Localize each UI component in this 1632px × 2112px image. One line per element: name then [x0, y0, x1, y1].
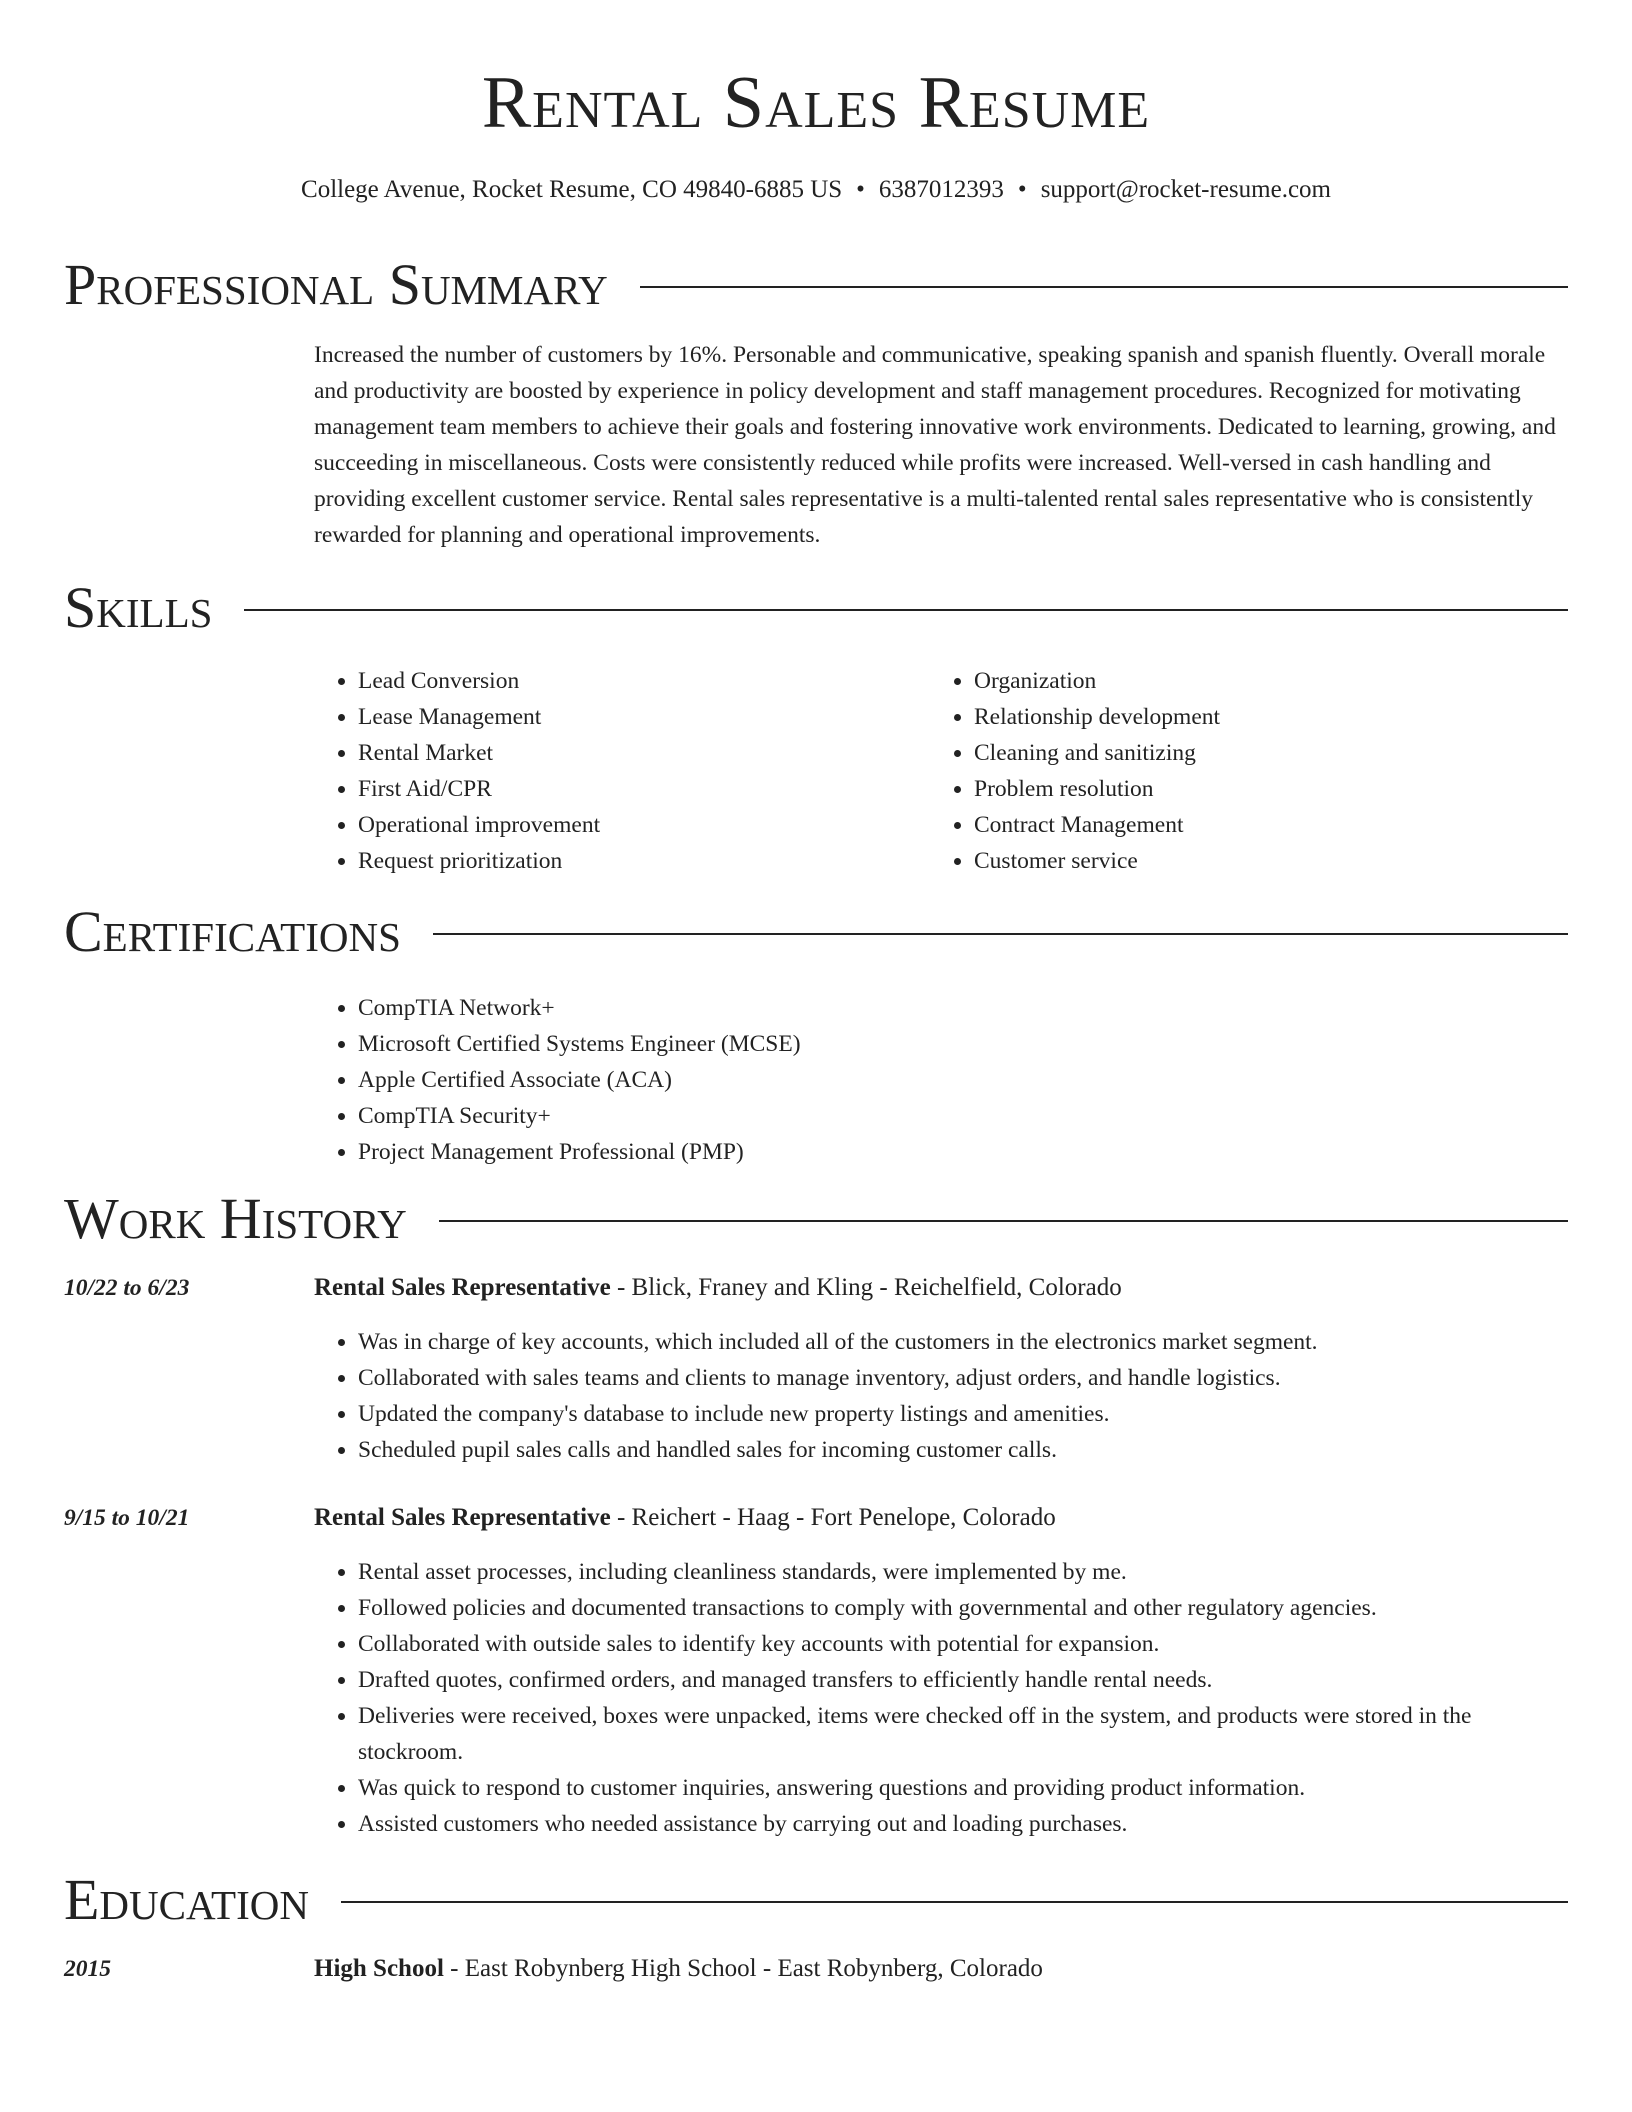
skill-item: • First Aid/CPR: [358, 771, 914, 807]
job-bullet: • Collaborated with outside sales to identify key accounts with potential for expansion.: [358, 1626, 1568, 1662]
job-role: Rental Sales Representative: [314, 1504, 611, 1531]
job-bullets: [314, 1554, 1568, 1842]
job-dates: 10/22 to 6/23: [64, 1275, 190, 1301]
job-bullet: • Followed policies and documented transactions to comply with governmental and other regulatory agencies.: [358, 1590, 1568, 1626]
skill-item: • Request prioritization: [358, 843, 914, 879]
contact-separator: •: [856, 176, 865, 203]
skill-item: • Problem resolution: [974, 771, 1530, 807]
section-heading: Education: [64, 1867, 309, 1932]
skill-item: • Customer service: [974, 843, 1530, 879]
job-employer: - Reichert - Haag - Fort Penelope, Colorado: [610, 1504, 1056, 1531]
section-header-certifications: [64, 900, 1568, 964]
section-header-skills: [64, 576, 1568, 640]
section-heading: Skills: [64, 575, 213, 640]
contact-phone: 6387012393: [878, 176, 1004, 203]
job-bullet: • Updated the company's database to include new property listings and amenities.: [358, 1396, 1568, 1432]
contact-address: College Avenue, Rocket Resume, CO 49840-6885 US: [301, 176, 843, 203]
section-header-work-history: [64, 1187, 1568, 1251]
contact-separator: •: [1017, 176, 1027, 203]
job-title-line: [314, 1270, 1568, 1306]
skill-item: • Rental Market: [358, 735, 914, 771]
job-bullet: • Collaborated with sales teams and clients to manage inventory, adjust orders, and handle logistics.: [358, 1360, 1568, 1396]
contact-line: [0, 172, 1632, 208]
summary-text: Increased the number of customers by 16%. Personable and communicative, speaking spanish and spanish fluently. Overall morale and productivity are boosted by experience in policy development and staff management procedures. Recognized for motivating management team members to achieve their goals and fostering innovative work environments. Dedicated to learning, growing, and succeeding in miscellaneous. Costs were consistently reduced while profits were increased. Well-versed in cash handling and providing excellent customer service. Rental sales representative is a multi-talented rental sales representative who is consistently rewarded for planning and operational improvements.: [314, 342, 1556, 548]
job-bullet: • Was quick to respond to customer inquiries, answering questions and providing product information.: [358, 1770, 1568, 1806]
skill-item: • Lead Conversion: [358, 663, 914, 699]
section-heading: Certifications: [64, 899, 401, 964]
skills-list-right: [930, 663, 1530, 879]
section-divider: [244, 609, 1568, 611]
skill-item: • Operational improvement: [358, 807, 914, 843]
job-bullets: [314, 1324, 1568, 1468]
skill-item: • Relationship development: [974, 699, 1530, 735]
job-bullet: • Drafted quotes, confirmed orders, and managed transfers to efficiently handle rental needs.: [358, 1662, 1568, 1698]
certification-item: • Microsoft Certified Systems Engineer (MCSE): [358, 1026, 1514, 1062]
job-role: Rental Sales Representative: [314, 1274, 611, 1301]
skill-item: • Contract Management: [974, 807, 1530, 843]
section-header-summary: [64, 253, 1568, 317]
skill-item: • Lease Management: [358, 699, 914, 735]
section-heading: Professional Summary: [64, 252, 608, 317]
section-heading: Work History: [64, 1186, 407, 1251]
certification-item: • CompTIA Network+: [358, 990, 1514, 1026]
certification-item: • CompTIA Security+: [358, 1098, 1514, 1134]
education-year: 2015: [64, 1956, 111, 1982]
contact-email: support@rocket-resume.com: [1040, 176, 1331, 203]
certification-item: • Apple Certified Associate (ACA): [358, 1062, 1514, 1098]
job-bullet: • Scheduled pupil sales calls and handled sales for incoming customer calls.: [358, 1432, 1568, 1468]
job-bullet: • Was in charge of key accounts, which included all of the customers in the electronics market segment.: [358, 1324, 1568, 1360]
section-header-education: [64, 1868, 1568, 1932]
skills-list-left: [314, 663, 914, 879]
job-title-line: [314, 1500, 1568, 1536]
section-divider: [640, 286, 1568, 288]
job-bullet: • Assisted customers who needed assistance by carrying out and loading purchases.: [358, 1806, 1568, 1842]
skill-item: • Organization: [974, 663, 1530, 699]
section-divider: [439, 1220, 1568, 1222]
skill-item: • Cleaning and sanitizing: [974, 735, 1530, 771]
certification-item: • Project Management Professional (PMP): [358, 1134, 1514, 1170]
section-divider: [433, 933, 1568, 935]
resume-title: Rental Sales Resume: [481, 62, 1151, 144]
education-line: [314, 1951, 1568, 1987]
education-degree: High School: [314, 1955, 444, 1982]
job-bullet: • Rental asset processes, including cleanliness standards, were implemented by me.: [358, 1554, 1568, 1590]
job-bullet: • Deliveries were received, boxes were unpacked, items were checked off in the system, and products were stored in the stockroom.: [358, 1698, 1568, 1770]
job-employer: - Blick, Franey and Kling - Reichelfield, Colorado: [610, 1274, 1122, 1301]
job-dates: 9/15 to 10/21: [64, 1505, 190, 1531]
certifications-list: [314, 990, 1514, 1170]
education-school: - East Robynberg High School - East Robynberg, Colorado: [443, 1955, 1043, 1982]
section-divider: [341, 1901, 1568, 1903]
